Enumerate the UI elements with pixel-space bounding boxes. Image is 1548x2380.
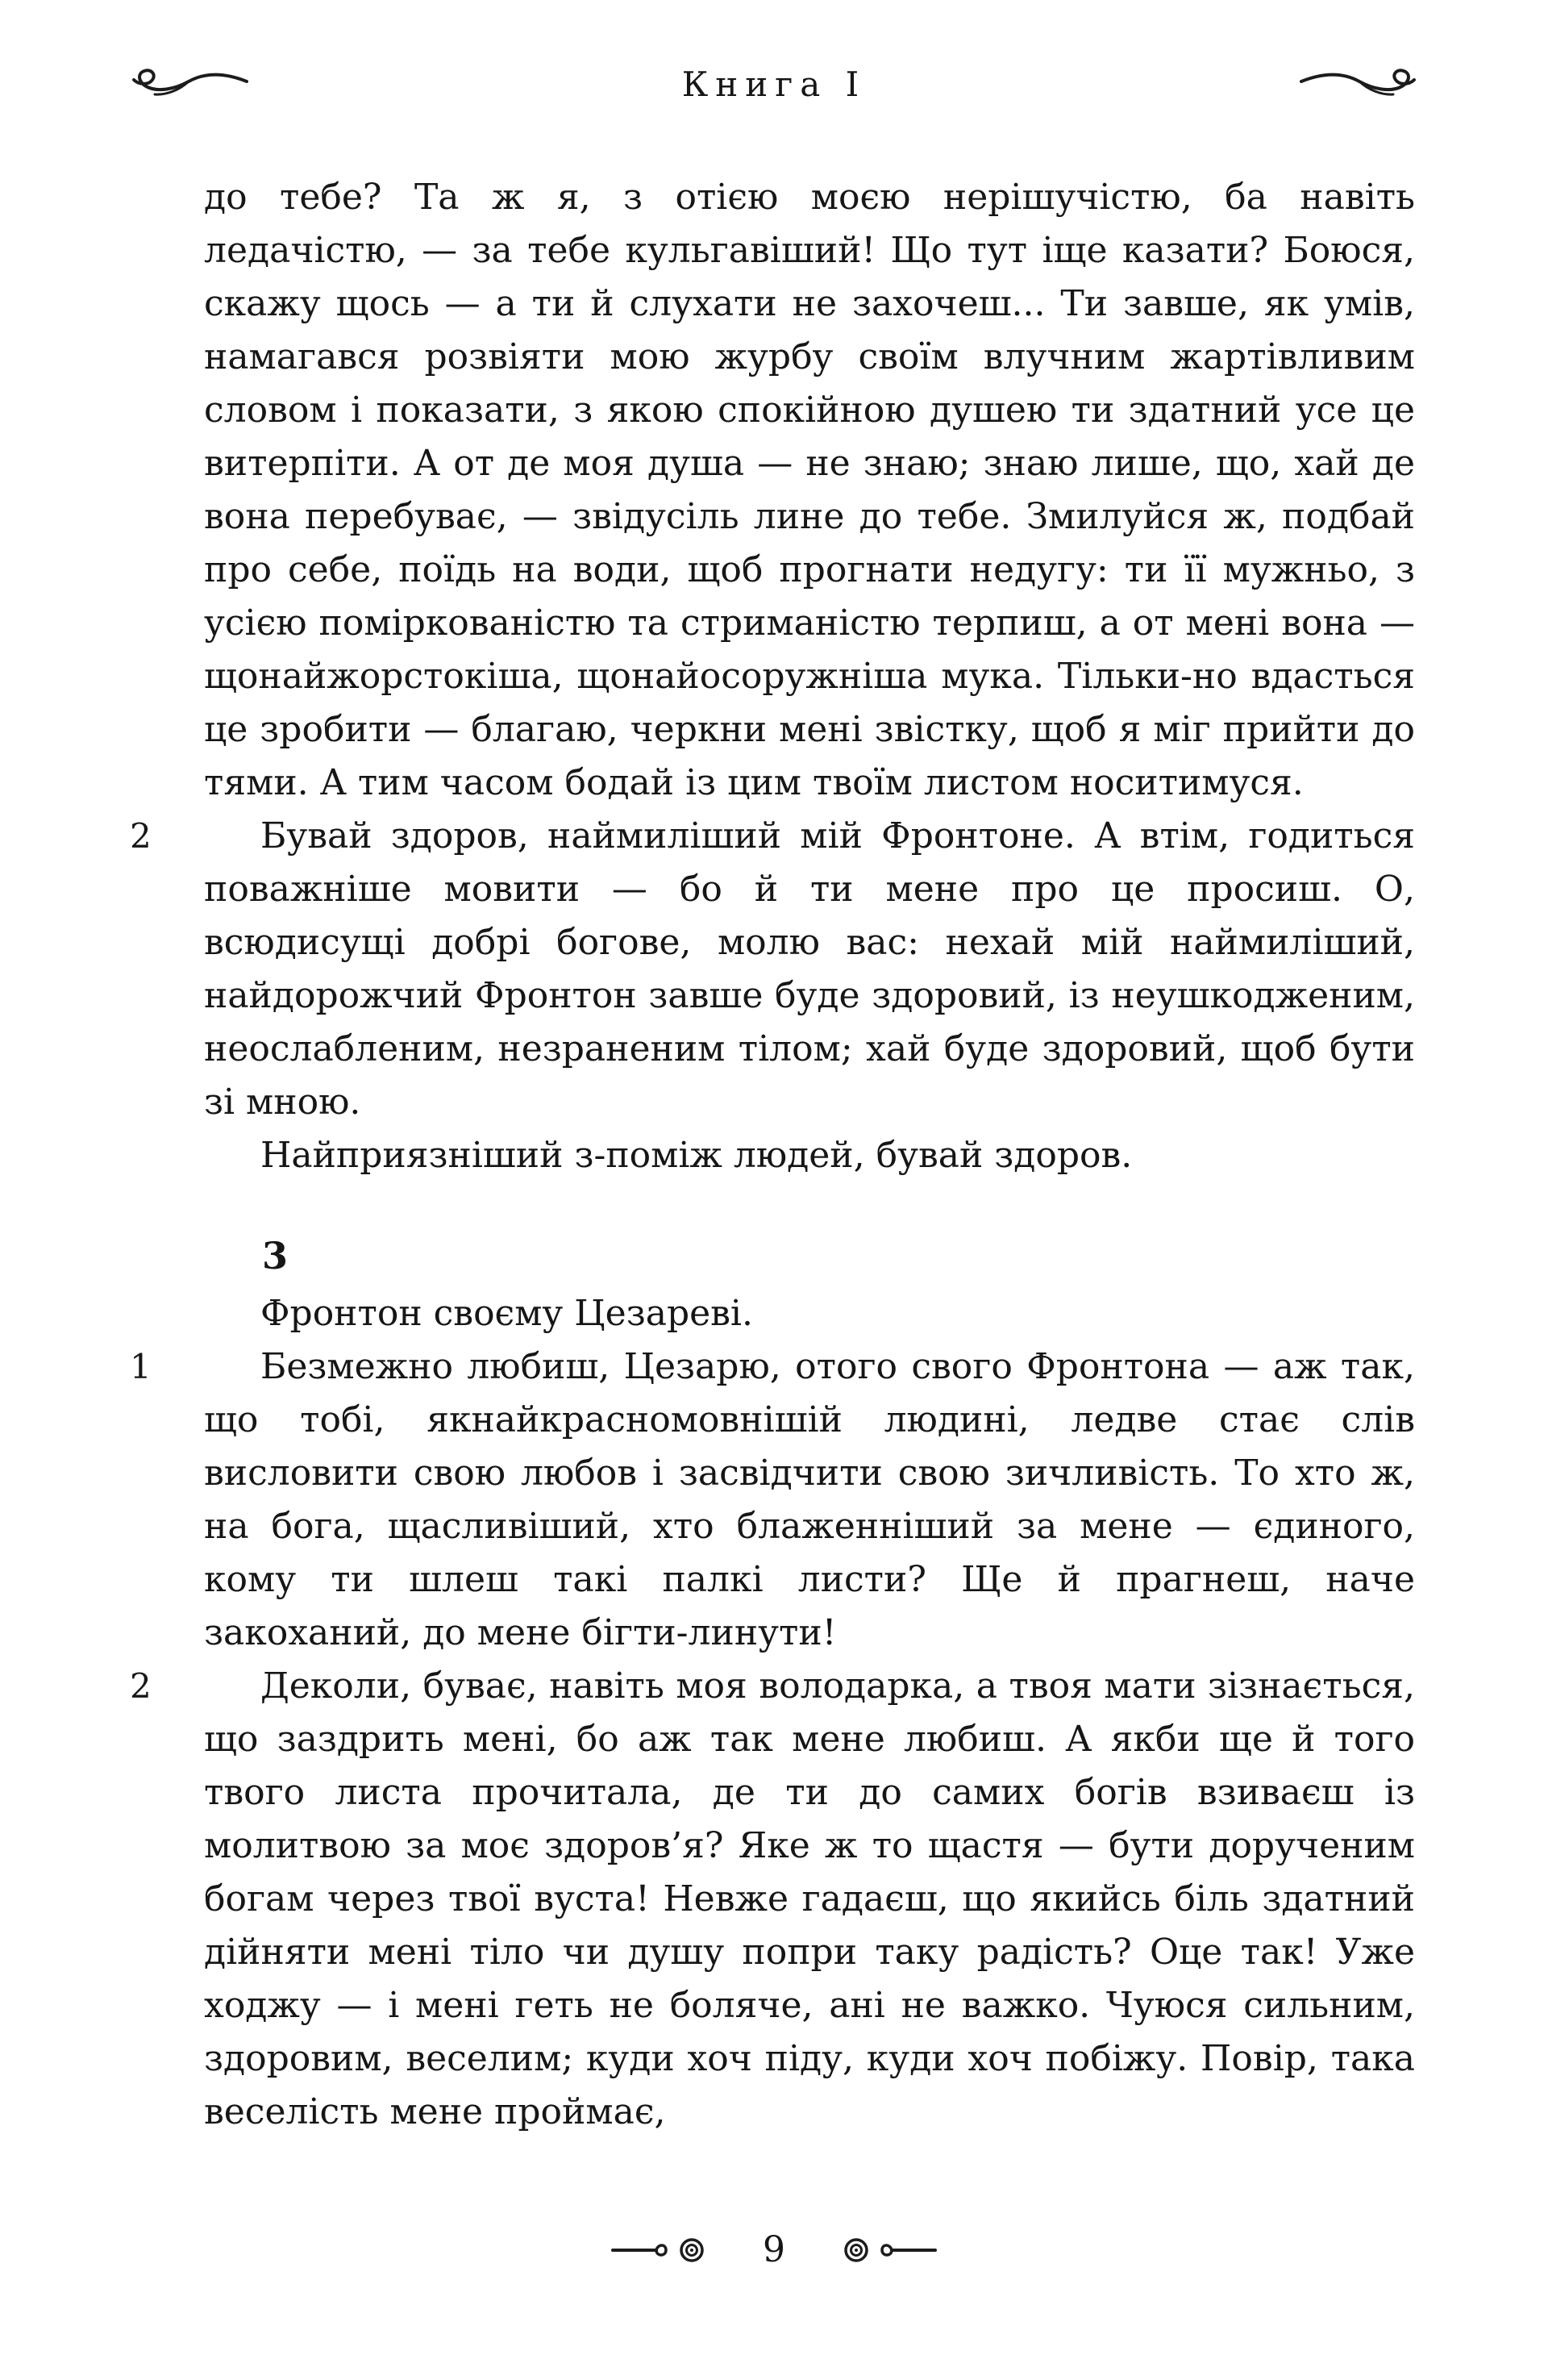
paragraph-text: Бувай здоров, наймиліший мій Фронтоне. А втім, годиться поважніше мовити — бо й ти мене про це просиш. О, всюдисущі добрі богове, молю вас: нехай мій наймиліший, найдорожчий Фронтон завше буде здоровий, із неушкодженим, неослабленим, незраненим тілом; хай буде здоровий, щоб бути зі мною.	[204, 815, 1415, 1123]
header-flourish-left-icon	[127, 65, 250, 102]
paragraph-margin-number: 1	[130, 1347, 152, 1386]
footer-ornament-right-icon	[832, 2236, 937, 2265]
page-text-column	[130, 171, 1415, 2139]
paragraph-margin-number: 2	[130, 816, 152, 856]
header-flourish-right-icon	[1298, 65, 1421, 102]
page-footer	[0, 2229, 1548, 2270]
page-number: 9	[763, 2229, 785, 2270]
paragraph-text: Фронтон своєму Цезареві.	[260, 1293, 753, 1334]
paragraph-continuation	[204, 171, 1415, 810]
page-header	[127, 60, 1421, 108]
section-number-heading: 3	[262, 1234, 289, 1278]
paragraph-numbered	[130, 810, 1415, 1129]
paragraph-text: Найприязніший з-поміж людей, бувай здоров.	[260, 1135, 1133, 1176]
paragraph-text: Безмежно любиш, Цезарю, отого свого Фронтона — аж так, що тобі, якнайкрасномовнішій людині, ледве стає слів висловити свою любов і засвідчити свою зичливість. То хто ж, на бога, щасливіший, хто блаженніший за мене — єдиного, кому ти шлеш такі палкі листи? Ще й прагнеш, наче закоханий, до мене бігти-линути!	[204, 1346, 1415, 1653]
paragraph-margin-number: 2	[130, 1666, 152, 1706]
paragraph-text: Деколи, буває, навіть моя володарка, а твоя мати зізнається, що заздрить мені, бо аж так мене любиш. А якби ще й того твого листа прочитала, де ти до самих богів взиваєш із молитвою за моє здоров’я? Яке ж то щастя — бути дорученим богам через твої вуста! Невже гадаєш, що якийсь біль здатний дійняти мені тіло чи душу попри таку радість? Оце так! Уже ходжу — і мені геть не боляче, ані не важко. Чуюся сильним, здоровим, веселим; куди хоч піду, куди хоч побіжу. Повір, така веселість мене проймає,	[204, 1665, 1415, 2132]
paragraph-numbered	[130, 1660, 1415, 2139]
running-head-title: Книга I	[681, 64, 867, 104]
paragraph-numbered	[130, 1340, 1415, 1660]
letter-salutation	[204, 1287, 1415, 1340]
paragraph-farewell	[204, 1129, 1415, 1182]
paragraph-text: до тебе? Та ж я, з отією моєю нерішучістю, ба навіть ледачістю, — за тебе кульгавіший! Що тут іще казати? Боюся, скажу щось — а ти й слухати не захочеш... Ти завше, як умів, намагався розвіяти мою журбу своїм влучним жартівливим словом і показати, з якою спокійною душею ти здатний усе це витерпіти. А от де моя душа — не знаю; знаю лише, що, хай де вона перебуває, — звідусіль лине до тебе. Змилуйся ж, подбай про себе, поїдь на води, щоб прогнати недугу: ти її мужньо, з усією поміркованістю та стриманістю терпиш, а от мені вона — щонайжорстокіша, щонайосоружніша мука. Тільки-но вдасться це зробити — благаю, черкни мені звістку, щоб я міг прийти до тями. А тим часом бодай із цим твоїм листом носитимуся.	[204, 177, 1415, 803]
footer-ornament-left-icon	[611, 2236, 716, 2265]
